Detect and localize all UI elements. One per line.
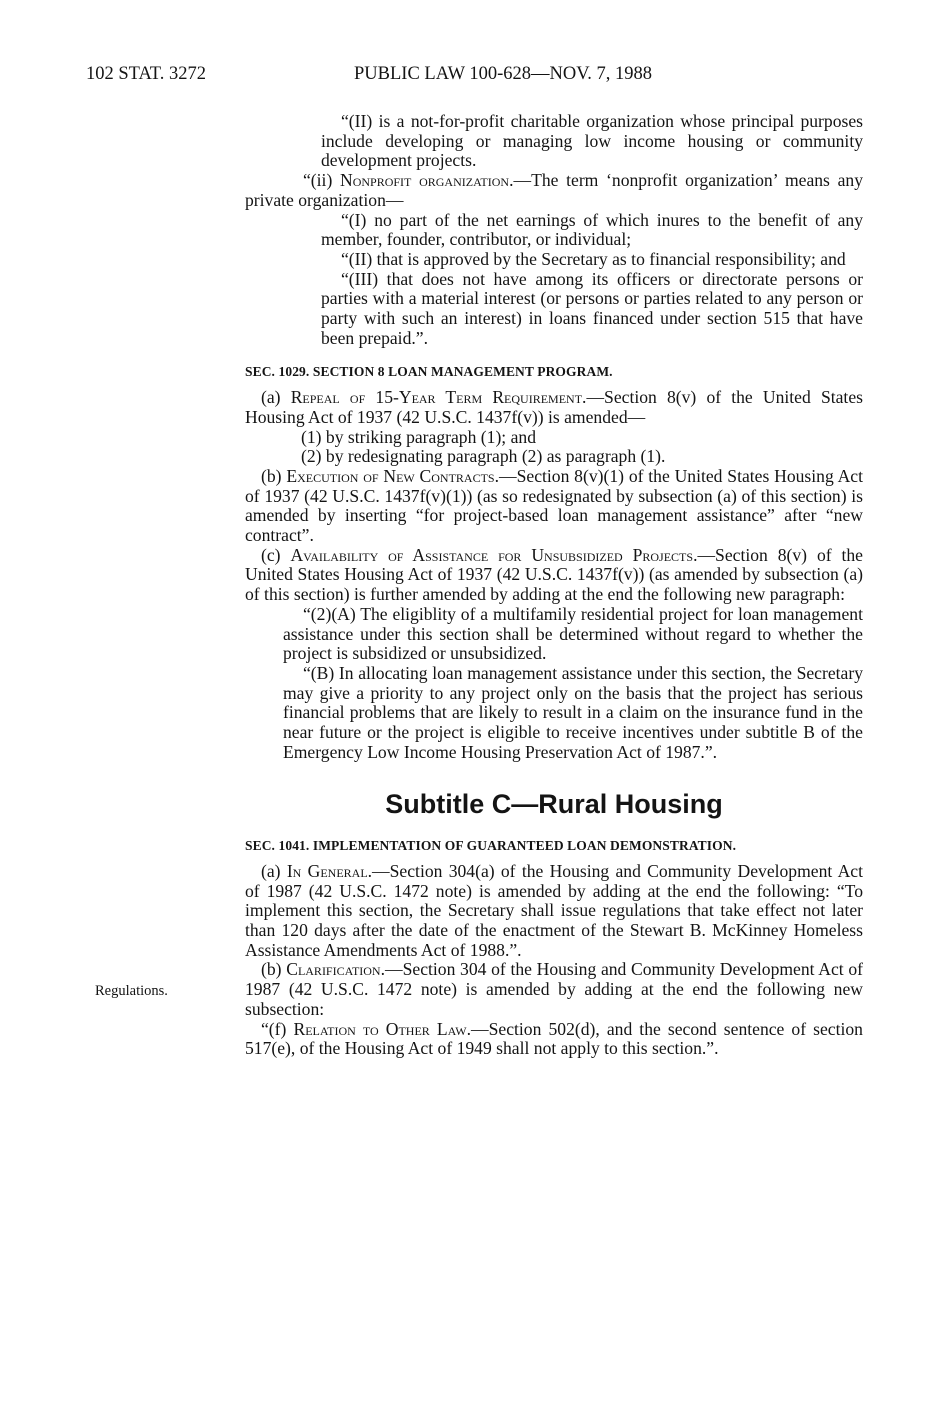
sec1029-a: (a) Repeal of 15-Year Term Requirement.—Section 8(v) of the United States Housing Act of 1937 (42 U.S.C. 1437f(v)) is amended— [245, 387, 863, 427]
document-body [245, 112, 863, 1059]
sec1029-a1: (1) by striking paragraph (1); and [301, 426, 536, 447]
clause-nonprofit-definition: “(ii) Nonprofit organization.—The term ‘nonprofit organization’ means any private organization— [245, 170, 863, 210]
sec1041-b: (b) Clarification.—Section 304 of the Housing and Community Development Act of 1987 (42 U.S.C. 1472 note) is amended by adding at the end the following new subsection: [245, 959, 863, 1019]
sec1029-b: (b) Execution of New Contracts.—Section 8(v)(1) of the United States Housing Act of 1937 (42 U.S.C. 1437f(v)(1)) (as so redesignated by subsection (a) of this section) is amended by inserting “for project-based loan management assistance” after “new contract”. [245, 465, 863, 546]
clause-ii-charitable: “(II) is a not-for-profit charitable organization whose principal purposes include developing or managing low income housing or community development projects. [321, 111, 863, 171]
sec1029-a2: (2) by redesignating paragraph (2) as paragraph (1). [301, 446, 666, 467]
clause-ii-approved: “(II) that is approved by the Secretary as to financial responsibility; and [341, 248, 846, 269]
section-1029-heading: SEC. 1029. SECTION 8 LOAN MANAGEMENT PROGRAM. [245, 364, 613, 380]
subtitle-heading: Subtitle C—Rural Housing [385, 788, 723, 819]
stat-citation: 102 STAT. 3272 [86, 64, 206, 84]
sec1041-a: (a) In General.—Section 304(a) of the Housing and Community Development Act of 1987 (42 U.S.C. 1472 note) is amended by adding at the end the following: “To implement this section, the Secretary shall issue regulations that take effect not later than 120 days after the date of the enactment of the Stewart B. McKinney Homeless Assistance Amendments Act of 1988.”. [245, 860, 863, 960]
sec1041-f: “(f) Relation to Other Law.—Section 502(d), and the second sentence of section 517(e), of the Housing Act of 1949 shall not apply to this section.”. [245, 1018, 863, 1059]
margin-note: Regulations. [95, 983, 168, 999]
sec1029-c: (c) Availability of Assistance for Unsubsidized Projects.—Section 8(v) of the United States Housing Act of 1937 (42 U.S.C. 1437f(v)) (as amended by subsection (a) of this section) is further amended by adding at the end the following new paragraph: [245, 544, 863, 605]
clause-iii-interest: “(III) that does not have among its officers or directorate persons or parties with a material interest (or persons or parties related to any person or party with such an interest) in loans financed under section 515 that have been prepaid.”. [321, 268, 863, 348]
quoted-paragraph-2a: “(2)(A) The eligiblity of a multifamily residential project for loan management assistance under this section shall be determined without regard to whether the project is subsidized or unsubsidized. [283, 603, 863, 664]
clause-i-earnings: “(I) no part of the net earnings of which inures to the benefit of any member, founder, contributor, or individual; [321, 209, 863, 250]
quoted-paragraph-2b: “(B) In allocating loan management assistance under this section, the Secretary may give a priority to any project only on the basis that the project has serious financial problems that are likely to result in a claim on the insurance fund in the near future or the project is eligible to receive incentives under subtitle B of the Emergency Low Income Housing Preservation Act of 1987.”. [283, 662, 863, 762]
section-1041-heading: SEC. 1041. IMPLEMENTATION OF GUARANTEED LOAN DEMONSTRATION. [245, 838, 737, 854]
law-title: PUBLIC LAW 100-628—NOV. 7, 1988 [354, 64, 652, 84]
